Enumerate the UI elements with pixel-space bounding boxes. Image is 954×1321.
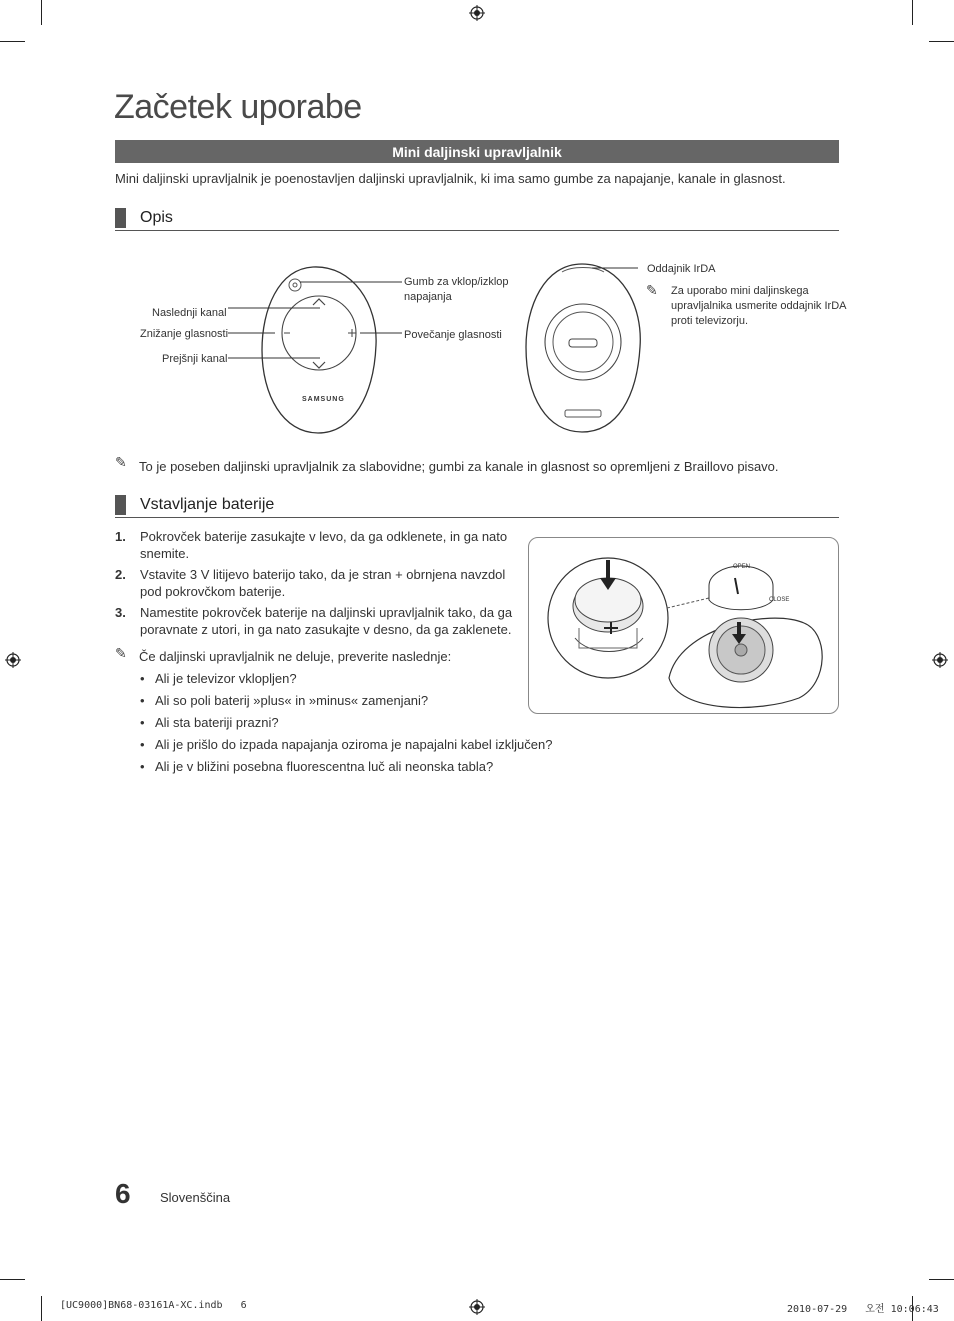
step-item xyxy=(115,604,515,638)
registration-mark-icon xyxy=(469,1299,485,1315)
crop-mark xyxy=(41,0,42,25)
step-number: 3. xyxy=(115,605,126,620)
crop-mark xyxy=(0,1279,25,1280)
list-item-text: Ali je televizor vklopljen? xyxy=(155,671,297,686)
step-item xyxy=(115,528,515,562)
heading-bar xyxy=(115,495,126,515)
battery-illustration xyxy=(529,538,838,713)
irda-note-line1: Za uporabo mini daljinskega xyxy=(671,285,809,297)
battery-steps xyxy=(115,528,515,642)
label-volume-down: Znižanje glasnosti xyxy=(140,328,229,340)
crop-mark xyxy=(41,1296,42,1321)
braille-note: To je poseben daljinski upravljalnik za slabovidne; gumbi za kanale in glasnost so opremljeni z Braillovo pisavo. xyxy=(139,459,779,474)
crop-mark xyxy=(912,0,913,25)
list-item: • Ali je televizor vklopljen? xyxy=(140,671,297,686)
label-open: OPEN xyxy=(733,564,751,570)
check-list xyxy=(139,670,552,780)
label-power-button xyxy=(404,275,509,305)
crop-mark xyxy=(929,41,954,42)
list-item: • Ali je v bližini posebna fluorescentna luč ali neonska tabla? xyxy=(140,759,494,774)
irda-note-line3: proti televizorju. xyxy=(671,315,749,327)
crop-mark xyxy=(929,1279,954,1280)
label-next-channel: Naslednji kanal xyxy=(152,307,227,319)
label-volume-up: Povečanje glasnosti xyxy=(404,329,502,341)
step-number: 2. xyxy=(115,567,126,582)
heading-text: Vstavljanje baterije xyxy=(140,496,275,513)
callout-line-irda xyxy=(592,262,642,272)
label-close: CLOSE xyxy=(769,597,790,603)
print-info-left: [UC9000]BN68-03161A-XC.indb 6 xyxy=(60,1300,247,1311)
section-heading-opis xyxy=(115,206,839,231)
callout-lines xyxy=(220,275,410,370)
irda-note-line2: upravljalnika usmerite oddajnik IrDA xyxy=(671,300,847,312)
step-text: Namestite pokrovček baterije na daljinski upravljalnik tako, da ga poravnate z utori, in ga nato zasukajte v desno, da ga zaklenete. xyxy=(140,605,513,637)
registration-mark-icon xyxy=(469,5,485,21)
list-item-text: Ali je v bližini posebna fluorescentna luč ali neonska tabla? xyxy=(155,759,494,774)
label-power-line2: napajanja xyxy=(404,291,452,303)
note-pencil-icon: ✎ xyxy=(115,455,127,471)
heading-bar xyxy=(115,208,126,228)
label-prev-channel: Prejšnji kanal xyxy=(162,353,228,365)
step-item xyxy=(115,566,515,600)
label-irda: Oddajnik IrDA xyxy=(647,263,716,275)
check-note: Če daljinski upravljalnik ne deluje, preverite naslednje: xyxy=(139,649,452,664)
step-text: Pokrovček baterije zasukajte v levo, da ga odklenete, in ga nato snemite. xyxy=(140,529,508,561)
step-number: 1. xyxy=(115,529,126,544)
crop-mark xyxy=(0,41,25,42)
list-item: • Ali sta bateriji prazni? xyxy=(140,715,279,730)
note-pencil-icon: ✎ xyxy=(115,646,127,662)
remote-back-illustration xyxy=(522,262,644,434)
list-item: • Ali so poli baterij »plus« in »minus« zamenjani? xyxy=(140,693,429,708)
list-item-text: Ali so poli baterij »plus« in »minus« zamenjani? xyxy=(155,693,429,708)
battery-illustration-box xyxy=(528,537,839,714)
list-item-text: Ali je prišlo do izpada napajanja oziroma je napajalni kabel izključen? xyxy=(155,737,553,752)
heading-text: Opis xyxy=(140,209,173,226)
footer-language: Slovenščina xyxy=(160,1190,231,1205)
list-item-text: Ali sta bateriji prazni? xyxy=(155,715,279,730)
page-number: 6 xyxy=(115,1178,131,1209)
print-info-right: 2010-07-29 오전 10:06:43 xyxy=(787,1304,939,1315)
label-power-line1: Gumb za vklop/izklop xyxy=(404,276,509,288)
step-text: Vstavite 3 V litijevo baterijo tako, da je stran + obrnjena navzdol pod pokrovčkom baterije. xyxy=(140,567,506,599)
section-banner: Mini daljinski upravljalnik xyxy=(115,140,839,163)
irda-note xyxy=(671,284,846,329)
intro-text: Mini daljinski upravljalnik je poenostavljen daljinski upravljalnik, ki ima samo gumbe za napajanje, kanale in glasnost. xyxy=(115,171,786,186)
page-title: Začetek uporabe xyxy=(114,88,362,126)
registration-mark-icon xyxy=(5,652,21,668)
section-heading-battery xyxy=(115,493,839,518)
registration-mark-icon xyxy=(932,652,948,668)
list-item: • Ali je prišlo do izpada napajanja oziroma je napajalni kabel izključen? xyxy=(140,737,553,752)
brand-label: SAMSUNG xyxy=(302,396,345,403)
note-pencil-icon: ✎ xyxy=(646,283,658,299)
